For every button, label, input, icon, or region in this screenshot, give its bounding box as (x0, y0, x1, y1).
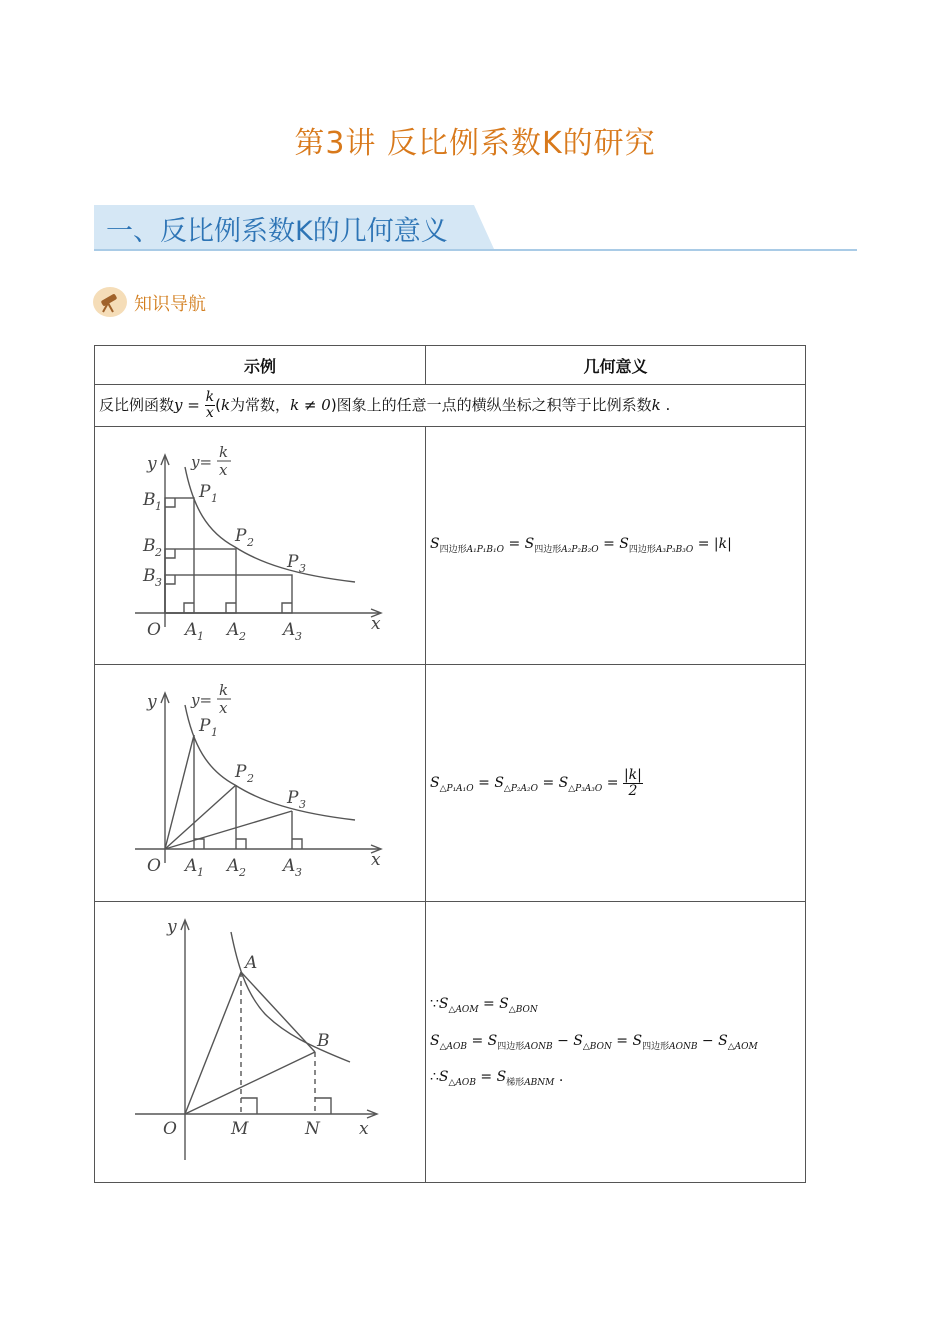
label-func-y: y= (191, 453, 213, 471)
label-b1: B (143, 490, 156, 510)
table-header-row (95, 346, 806, 385)
def-const: 为常数， (230, 396, 291, 414)
sub-2: 2 (247, 772, 254, 785)
right-angle (315, 1098, 331, 1114)
label-x: x (359, 1119, 369, 1139)
label-func-den: x (219, 699, 228, 717)
sym-s: S (632, 1032, 643, 1049)
label-a1: A (185, 856, 198, 876)
sub-label: AOM (455, 1004, 479, 1015)
sub-label: AOM (734, 1041, 758, 1052)
sym-s: S (487, 1032, 498, 1049)
formula-rectangles (430, 536, 732, 555)
section-header (94, 205, 857, 251)
sub-1: 1 (155, 500, 162, 513)
formula-line-2 (430, 1033, 805, 1052)
meaning-cell-1 (426, 427, 806, 665)
eq-sign: = (606, 775, 619, 791)
sym-s: S (438, 1069, 449, 1086)
header-example: 示例 (95, 346, 426, 385)
tri-sym: △ (508, 1004, 516, 1015)
def-frac-den: x (205, 405, 214, 421)
eq-sign: = (603, 536, 615, 553)
label-p1: P (199, 716, 211, 736)
period: . (558, 1069, 564, 1086)
page-title: 第3讲 反比例系数K的研究 (294, 126, 656, 161)
sym-s: S (573, 1032, 583, 1049)
sub-label: P₂A₂O (510, 783, 538, 794)
figure-cell-2 (95, 665, 426, 902)
abs-k: |k| (713, 536, 732, 553)
label-func-y: y= (191, 691, 213, 709)
sub-2: 2 (239, 866, 246, 879)
tri-sym: △ (439, 1041, 447, 1052)
frac-den: 2 (628, 782, 638, 799)
quad-label: 四边形 (439, 544, 467, 555)
eq-sign: = (697, 536, 710, 553)
right-angle (236, 839, 246, 849)
sub-label: AOB (446, 1041, 468, 1052)
label-p3: P (287, 788, 299, 808)
sym-s: S (499, 995, 509, 1012)
example-row-3 (95, 902, 806, 1183)
label-m: M (231, 1119, 249, 1139)
sym-s: S (438, 995, 449, 1012)
sub-label: P₃A₃O (575, 783, 603, 794)
sub-3: 3 (299, 798, 306, 811)
sym-s: S (558, 775, 569, 791)
label-p2: P (235, 762, 247, 782)
hyperbola-curve (185, 467, 355, 582)
meaning-cell-3 (426, 902, 806, 1183)
sub-label: BON (589, 1041, 612, 1052)
label-func-num: k (219, 681, 229, 699)
sym-s: S (430, 1032, 440, 1049)
sub-label: AOB (455, 1078, 476, 1089)
section-title: 一、反比例系数K的几何意义 (106, 216, 448, 247)
half-k-fraction (623, 768, 643, 799)
seg-op3 (165, 811, 292, 849)
def-k: k (220, 396, 231, 414)
tri-sym: △ (568, 783, 576, 794)
tri-sym: △ (448, 1004, 456, 1015)
label-y: y (167, 917, 177, 937)
right-angle (282, 603, 292, 613)
sym-s: S (524, 536, 535, 553)
header-meaning: 几何意义 (426, 346, 806, 385)
label-y: y (147, 454, 157, 474)
figure-cell-3 (95, 902, 426, 1183)
definition-row (95, 385, 806, 427)
sub-label: AONB (524, 1041, 553, 1052)
seg-op1 (165, 735, 194, 849)
eq-sign: = (542, 775, 555, 791)
label-origin: O (147, 620, 161, 640)
sym-s: S (496, 1069, 507, 1086)
label-origin: O (163, 1119, 177, 1139)
def-k-neq: k ≠ 0 (290, 396, 331, 414)
telescope-icon (93, 287, 127, 317)
therefore-sym: ∴ (430, 1069, 439, 1086)
sub-label: P₁A₁O (446, 783, 474, 794)
def-period: . (665, 396, 671, 414)
sub-label: AONB (669, 1041, 698, 1052)
def-end-k: k (651, 396, 661, 414)
def-frac-num: k (205, 389, 215, 405)
sub-label: A₂P₂B₂O (561, 544, 599, 555)
trap-label: 梯形 (506, 1078, 525, 1089)
sub-label: ABNM (524, 1078, 555, 1089)
quad-label: 四边形 (642, 1041, 670, 1052)
formula-line-1 (430, 996, 805, 1015)
figure-trapezoid (95, 902, 425, 1178)
label-origin: O (147, 856, 161, 876)
label-a3: A (283, 620, 296, 640)
figure-triangles (95, 665, 425, 897)
tri-sym: △ (582, 1041, 590, 1052)
label-p1: P (199, 482, 211, 502)
label-x: x (371, 850, 381, 870)
sub-1: 1 (197, 866, 204, 879)
sym-s: S (494, 775, 504, 791)
label-a1: A (185, 620, 198, 640)
sub-1: 1 (211, 492, 218, 505)
label-func-num: k (219, 443, 229, 461)
frac-num: |k| (623, 766, 642, 783)
sub-2: 2 (239, 630, 246, 643)
sym-s: S (430, 775, 440, 791)
sub-3: 3 (155, 576, 162, 589)
right-angle (165, 575, 175, 584)
eq-sign: = (616, 1032, 629, 1049)
label-b2: B (143, 536, 156, 556)
seg-oa (185, 972, 241, 1114)
right-angle (241, 1098, 257, 1114)
figure-cell-1 (95, 427, 426, 665)
minus-sign: − (557, 1032, 569, 1049)
nav-label: 知识导航 (134, 294, 206, 315)
label-p3: P (287, 552, 299, 572)
hyperbola-curve (231, 932, 350, 1062)
right-angle (165, 549, 175, 558)
tri-sym: △ (439, 783, 447, 794)
hyperbola-curve (185, 705, 355, 820)
sym-s: S (430, 536, 440, 553)
sub-2: 2 (155, 546, 162, 559)
tri-sym: △ (448, 1078, 456, 1089)
sym-s: S (718, 1032, 728, 1049)
label-p2: P (235, 526, 247, 546)
right-angle (292, 839, 302, 849)
eq-sign: = (480, 1069, 493, 1086)
tri-sym: △ (727, 1041, 735, 1052)
label-a2: A (227, 856, 240, 876)
label-a3: A (283, 856, 296, 876)
because-sym: ∵ (430, 995, 439, 1012)
sub-label: BON (515, 1004, 538, 1015)
eq-sign: = (508, 536, 521, 553)
sub-1: 1 (197, 630, 204, 643)
quad-label: 四边形 (497, 1041, 525, 1052)
definition-cell (95, 385, 806, 427)
formula-triangles (430, 766, 643, 799)
sub-2: 2 (247, 536, 254, 549)
seg-ob (185, 1052, 315, 1114)
label-a: A (245, 953, 258, 973)
sub-3: 3 (295, 866, 302, 879)
right-angle (226, 603, 236, 613)
tri-sym: △ (503, 783, 511, 794)
right-angle (165, 498, 175, 507)
sub-label: A₁P₁B₁O (466, 544, 504, 555)
k-meaning-table (94, 345, 806, 1183)
right-angle (184, 603, 194, 613)
label-x: x (371, 614, 381, 634)
eq-sign: = (471, 1032, 484, 1049)
eq-sign: = (478, 775, 490, 791)
label-b: B (317, 1031, 330, 1051)
label-func-den: x (219, 461, 228, 479)
formula-line-3 (430, 1069, 805, 1088)
sym-s: S (619, 536, 629, 553)
label-n: N (305, 1119, 320, 1139)
label-b3: B (143, 566, 156, 586)
eq-sign: = (482, 995, 495, 1012)
rect-1 (165, 498, 194, 613)
meaning-cell-2 (426, 665, 806, 902)
quad-label: 四边形 (628, 544, 656, 555)
minus-sign: − (701, 1032, 714, 1049)
def-fraction (205, 390, 215, 421)
sub-3: 3 (299, 562, 306, 575)
def-prefix: 反比例函数 (99, 396, 175, 414)
sub-label: A₃P₃B₃O (655, 544, 694, 555)
sub-1: 1 (211, 726, 218, 739)
figure-rectangles (95, 427, 425, 660)
example-row-2 (95, 665, 806, 902)
def-y-eq: y = (174, 396, 200, 414)
def-suffix: )图象上的任意一点的横纵坐标之积等于比例系数 (330, 396, 652, 414)
quad-label: 四边形 (534, 544, 562, 555)
sub-3: 3 (295, 630, 302, 643)
example-row-1 (95, 427, 806, 665)
label-y: y (147, 692, 157, 712)
label-a2: A (227, 620, 240, 640)
seg-ab (241, 972, 315, 1052)
def-paren: ( (215, 396, 221, 414)
